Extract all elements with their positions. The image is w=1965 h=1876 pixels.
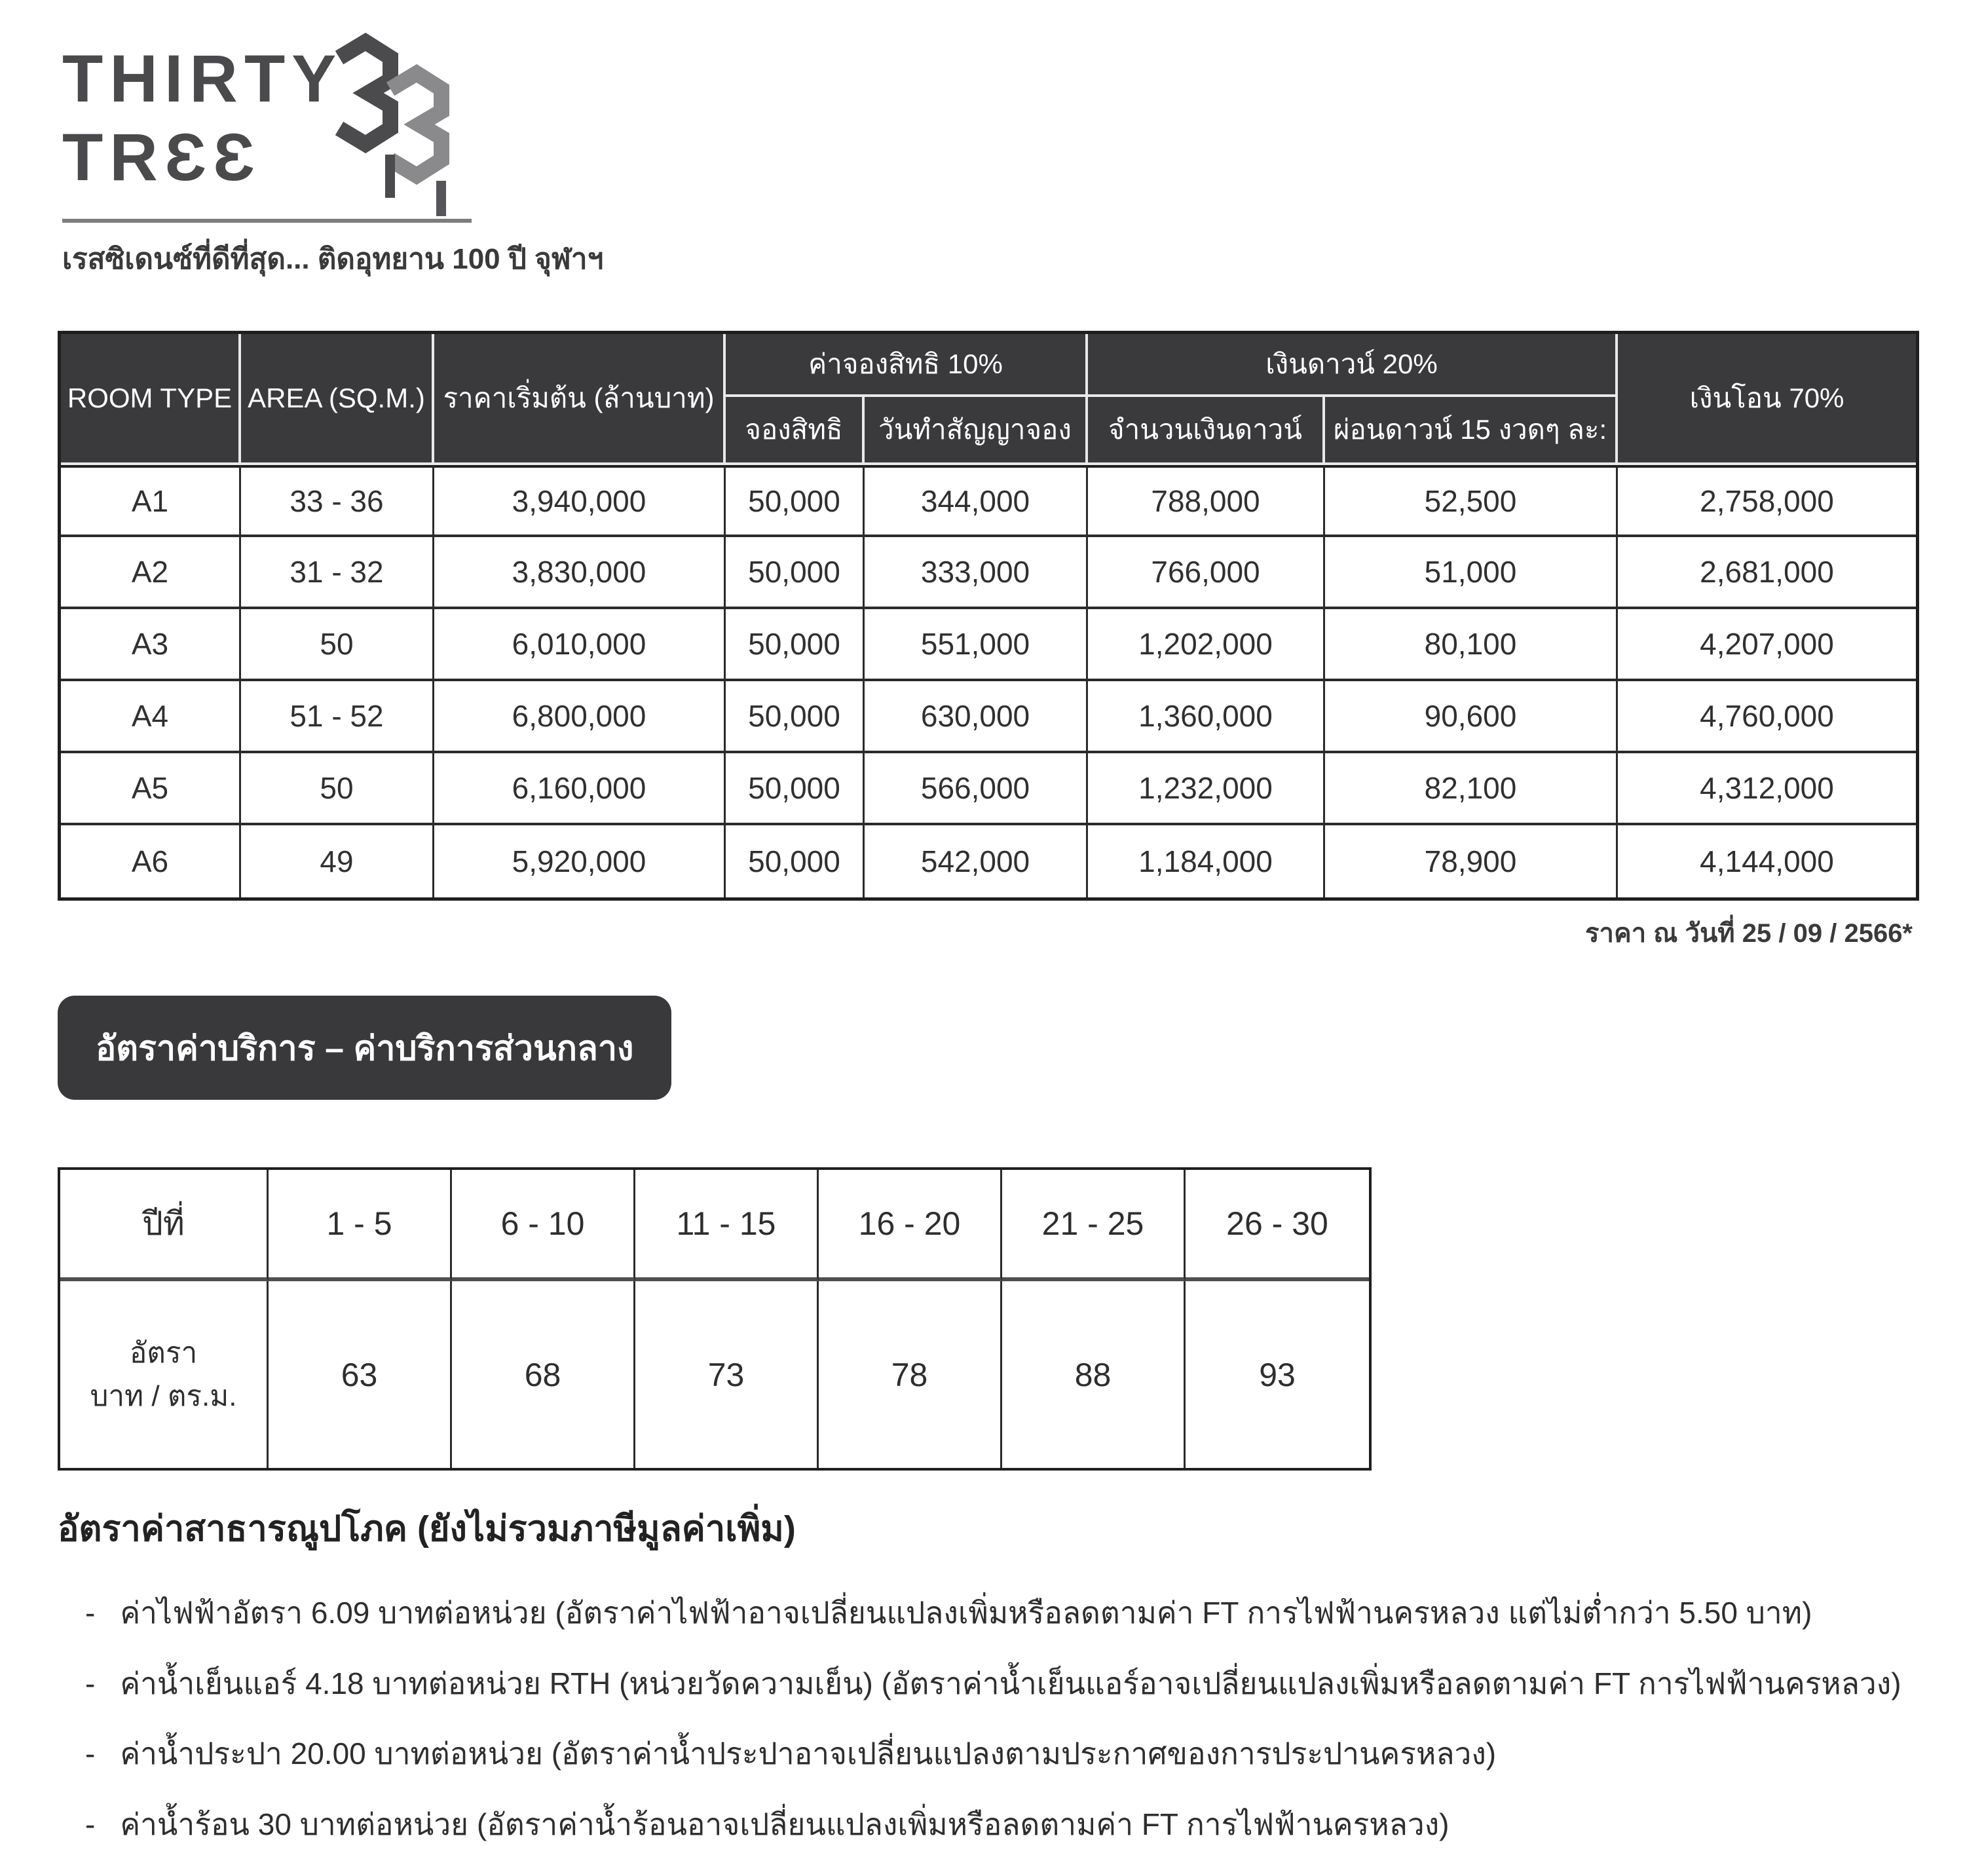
price-date-note: ราคา ณ วันที่ 25 / 09 / 2566* — [1585, 919, 1913, 948]
table-row — [61, 681, 1916, 753]
year-range: 21 - 25 — [1002, 1170, 1186, 1281]
rate-label — [60, 1281, 269, 1468]
rate-value: 93 — [1186, 1281, 1369, 1468]
header-booking-group: ค่าจองสิทธิ 10% — [726, 334, 1088, 397]
cell-installment: 78,900 — [1325, 825, 1618, 897]
cell-start-price: 5,920,000 — [434, 825, 726, 897]
rate-value: 73 — [635, 1281, 819, 1468]
cell-start-price: 3,830,000 — [434, 537, 726, 609]
logo-wordmark — [62, 39, 343, 197]
header-transfer: เงินโอน 70% — [1618, 334, 1916, 465]
cell-booking: 50,000 — [726, 681, 865, 753]
dash-marker: - — [85, 1596, 96, 1630]
utility-item-text: ค่าไฟฟ้าอัตรา 6.09 บาทต่อหน่วย (อัตราค่าไฟฟ้าอาจเปลี่ยนแปลงเพิ่มหรือลดตามค่า FT การไฟฟ้านครหลวง แต่ไม่ต่ำกว่า 5.50 บาท) — [120, 1596, 1812, 1630]
utility-item-text: ค่าน้ำร้อน 30 บาทต่อหน่วย (อัตราค่าน้ำร้อนอาจเปลี่ยนแปลงเพิ่มหรือลดตามค่า FT การไฟฟ้านครหลวง) — [120, 1807, 1450, 1841]
logo-line-tree: TRƐƐ — [62, 120, 261, 195]
list-item — [58, 1735, 1931, 1773]
year-range: 26 - 30 — [1186, 1170, 1369, 1281]
cell-room-type: A2 — [61, 537, 241, 609]
logo-line-thirty: THIRTY — [62, 41, 343, 116]
header-start-price: ราคาเริ่มต้น (ล้านบาท) — [434, 334, 726, 465]
cell-installment: 52,500 — [1325, 465, 1618, 537]
rate-value: 63 — [269, 1281, 452, 1468]
service-years-row — [60, 1170, 1369, 1281]
cell-room-type: A6 — [61, 825, 241, 897]
header-contract-date: วันทำสัญญาจอง — [865, 397, 1088, 465]
list-item — [58, 1594, 1931, 1632]
cell-booking: 50,000 — [726, 753, 865, 825]
cell-contract: 344,000 — [865, 465, 1088, 537]
rate-value: 78 — [819, 1281, 1002, 1468]
cell-contract: 566,000 — [865, 753, 1088, 825]
header-down-amount: จำนวนเงินดาวน์ — [1088, 397, 1325, 465]
utility-item-text: ค่าน้ำเย็นแอร์ 4.18 บาทต่อหน่วย RTH (หน่วยวัดความเย็น) (อัตราค่าน้ำเย็นแอร์อาจเปลี่ยนแปลงเพิ่มหรือลดตามค่า FT การไฟฟ้านครหลวง) — [120, 1666, 1901, 1700]
dash-marker: - — [85, 1666, 96, 1700]
utilities-list — [58, 1594, 1931, 1843]
cell-room-type: A1 — [61, 465, 241, 537]
cell-area: 33 - 36 — [241, 465, 434, 537]
cell-contract: 333,000 — [865, 537, 1088, 609]
cell-start-price: 3,940,000 — [434, 465, 726, 537]
header-booking: จองสิทธิ — [726, 397, 865, 465]
logo-divider — [62, 219, 472, 223]
cell-installment: 51,000 — [1325, 537, 1618, 609]
cell-booking: 50,000 — [726, 465, 865, 537]
rate-label-line2: บาท / ตร.ม. — [90, 1379, 237, 1412]
cell-installment: 80,100 — [1325, 609, 1618, 681]
cell-booking: 50,000 — [726, 609, 865, 681]
cell-down: 1,360,000 — [1088, 681, 1325, 753]
year-range: 16 - 20 — [819, 1170, 1002, 1281]
cell-contract: 551,000 — [865, 609, 1088, 681]
years-label: ปีที่ — [60, 1170, 269, 1281]
cell-transfer: 4,312,000 — [1618, 753, 1916, 825]
dash-marker: - — [85, 1736, 96, 1771]
table-row — [61, 537, 1916, 609]
cell-down: 766,000 — [1088, 537, 1325, 609]
service-fee-table — [58, 1167, 1372, 1471]
cell-start-price: 6,160,000 — [434, 753, 726, 825]
cell-down: 1,202,000 — [1088, 609, 1325, 681]
cell-room-type: A3 — [61, 609, 241, 681]
rate-label-line1: อัตรา — [129, 1336, 198, 1369]
cell-start-price: 6,800,000 — [434, 681, 726, 753]
table-row — [61, 465, 1916, 537]
brand-tagline: เรสซิเดนซ์ที่ดีที่สุด... ติดอุทยาน 100 ปี จุฬาฯ — [62, 243, 604, 275]
cell-transfer: 2,758,000 — [1618, 465, 1916, 537]
logo-33-icon — [328, 33, 481, 217]
rate-value: 68 — [452, 1281, 635, 1468]
cell-down: 1,184,000 — [1088, 825, 1325, 897]
header-group-row — [61, 334, 1916, 397]
year-range: 1 - 5 — [269, 1170, 452, 1281]
year-range: 11 - 15 — [635, 1170, 819, 1281]
cell-area: 51 - 52 — [241, 681, 434, 753]
cell-area: 50 — [241, 609, 434, 681]
utilities-heading: อัตราค่าสาธารณูปโภค (ยังไม่รวมภาษีมูลค่าเพิ่ม) — [58, 1509, 796, 1548]
cell-down: 788,000 — [1088, 465, 1325, 537]
cell-installment: 82,100 — [1325, 753, 1618, 825]
cell-booking: 50,000 — [726, 537, 865, 609]
brand-logo — [62, 39, 343, 197]
rate-value: 88 — [1002, 1281, 1186, 1468]
cell-down: 1,232,000 — [1088, 753, 1325, 825]
header-down-group: เงินดาวน์ 20% — [1088, 334, 1618, 397]
header-area: AREA (SQ.M.) — [241, 334, 434, 465]
cell-contract: 542,000 — [865, 825, 1088, 897]
table-row — [61, 609, 1916, 681]
cell-installment: 90,600 — [1325, 681, 1618, 753]
table-row — [61, 753, 1916, 825]
cell-start-price: 6,010,000 — [434, 609, 726, 681]
year-range: 6 - 10 — [452, 1170, 635, 1281]
list-item — [58, 1665, 1931, 1703]
price-table — [58, 331, 1919, 901]
header-room-type: ROOM TYPE — [61, 334, 241, 465]
cell-area: 49 — [241, 825, 434, 897]
list-item — [58, 1806, 1931, 1844]
cell-transfer: 4,144,000 — [1618, 825, 1916, 897]
cell-area: 50 — [241, 753, 434, 825]
cell-transfer: 4,760,000 — [1618, 681, 1916, 753]
cell-contract: 630,000 — [865, 681, 1088, 753]
cell-transfer: 2,681,000 — [1618, 537, 1916, 609]
utility-item-text: ค่าน้ำประปา 20.00 บาทต่อหน่วย (อัตราค่าน้ำประปาอาจเปลี่ยนแปลงตามประกาศของการประปานครหลวง) — [120, 1736, 1497, 1771]
cell-transfer: 4,207,000 — [1618, 609, 1916, 681]
cell-area: 31 - 32 — [241, 537, 434, 609]
header-down-installment: ผ่อนดาวน์ 15 งวดๆ ละ: — [1325, 397, 1618, 465]
cell-room-type: A5 — [61, 753, 241, 825]
cell-room-type: A4 — [61, 681, 241, 753]
dash-marker: - — [85, 1807, 96, 1841]
table-row — [61, 825, 1916, 897]
service-fee-badge: อัตราค่าบริการ – ค่าบริการส่วนกลาง — [58, 996, 671, 1100]
utilities-section — [58, 1500, 1931, 1876]
service-rate-row — [60, 1281, 1369, 1468]
cell-booking: 50,000 — [726, 825, 865, 897]
